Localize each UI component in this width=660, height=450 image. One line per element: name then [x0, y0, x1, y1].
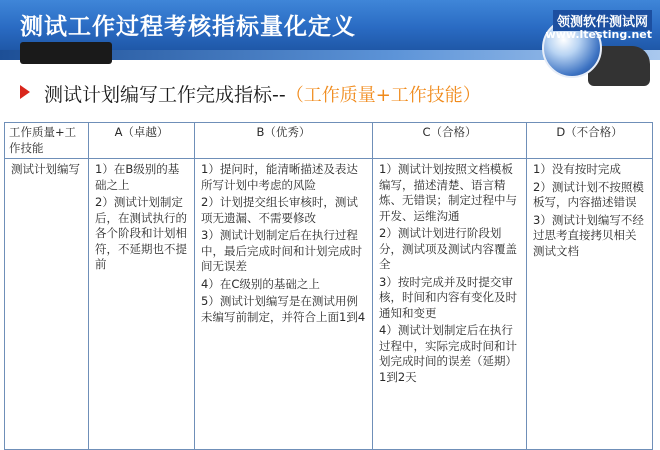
- list-item: 1）没有按时完成: [533, 162, 621, 176]
- section-subtitle: [20, 80, 481, 107]
- grade-d-cell: [527, 159, 653, 450]
- list-item: 2）测试计划制定后，在测试执行的各个阶段和计划相符，不延期也不提前: [95, 195, 187, 271]
- list-item: 2）测试计划不按照模板写，内容描述错误: [533, 179, 644, 209]
- page-title: 测试工作过程考核指标量化定义: [20, 14, 356, 40]
- subtitle-main: 测试计划编写工作完成指标--: [44, 84, 286, 106]
- table-row: [5, 159, 653, 450]
- header-category: 工作质量+工作技能: [5, 123, 89, 159]
- grade-a-cell: [89, 159, 195, 450]
- header-grade-b: B（优秀）: [195, 123, 373, 159]
- brand-url: www.ltesting.net: [545, 28, 652, 41]
- redacted-logo: [20, 42, 112, 64]
- brand-name: 领测软件测试网: [553, 10, 652, 31]
- header-grade-c: C（合格）: [373, 123, 527, 159]
- header-grade-d: D（不合格）: [527, 123, 653, 159]
- subtitle-accent: （工作质量+工作技能）: [285, 85, 481, 106]
- arrow-bullet-icon: [20, 85, 30, 99]
- list-item: 1）提问时，能清晰描述及表达所写计划中考虑的风险: [201, 162, 358, 192]
- table-header-row: [5, 123, 653, 159]
- list-item: 3）测试计划编写不经过思考直接拷贝相关测试文档: [533, 212, 644, 258]
- header-grade-a: A（卓越）: [89, 123, 195, 159]
- brand-logo: [536, 6, 660, 86]
- grade-c-cell: [373, 159, 527, 450]
- row-label: 测试计划编写: [5, 159, 89, 450]
- list-item: 2）测试计划进行阶段划分，测试项及测试内容覆盖全: [379, 226, 517, 271]
- list-item: 4）在C级别的基础之上: [201, 276, 320, 291]
- list-item: 3）测试计划制定后在执行过程中，最后完成时间和计划完成时间无误差: [201, 228, 362, 273]
- list-item: 1）测试计划按照文档模板编写，描述清楚、语言精炼、无错误；制定过程中与开发、运维沟通: [379, 162, 517, 223]
- list-item: 4）测试计划制定后在执行过程中，实际完成时间和计划完成时间的误差（延期）1到2天: [379, 323, 517, 384]
- list-item: 5）测试计划编写是在测试用例未编写前制定，并符合上面1到4: [201, 294, 366, 324]
- list-item: 1）在B级别的基础之上: [95, 162, 180, 192]
- grade-b-cell: [195, 159, 373, 450]
- list-item: 3）按时完成并及时提交审核，时间和内容有变化及时通知和变更: [379, 274, 517, 320]
- criteria-table: [4, 122, 653, 450]
- list-item: 2）计划提交组长审核时，测试项无遗漏、不需要修改: [201, 195, 358, 225]
